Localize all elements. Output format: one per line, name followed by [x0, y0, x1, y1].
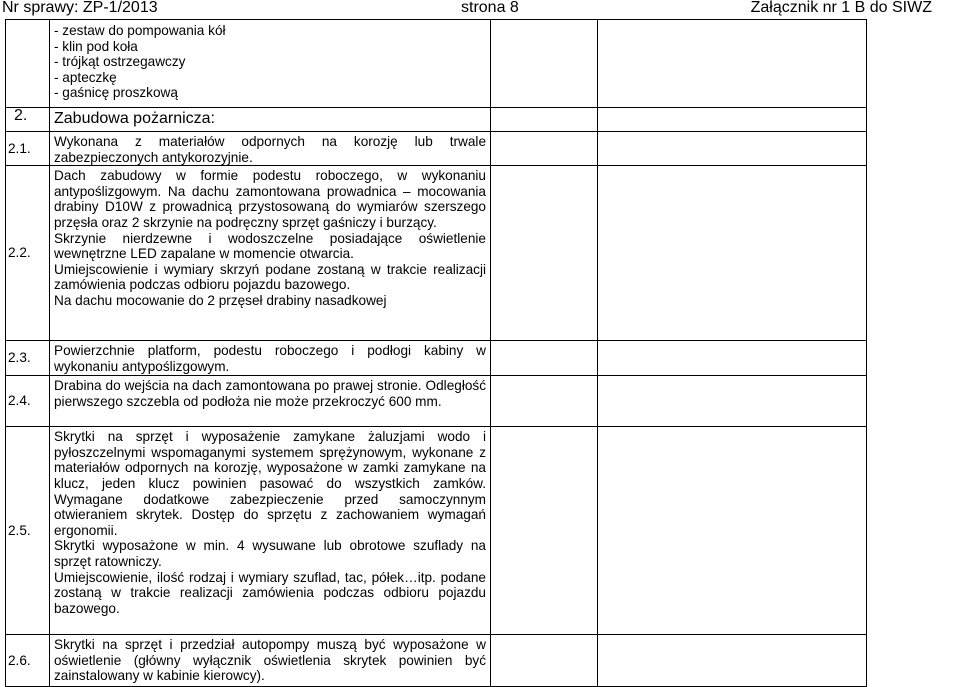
- table-row: [6, 166, 867, 341]
- table-row: [6, 427, 867, 635]
- empty-cell: [598, 635, 867, 687]
- empty-cell: [491, 376, 598, 427]
- empty-cell: [598, 376, 867, 427]
- empty-cell: [491, 427, 598, 635]
- empty-cell: [491, 132, 598, 166]
- row-number: 2.5.: [6, 427, 50, 635]
- empty-cell: [491, 108, 598, 132]
- page-header: [0, 0, 959, 20]
- list-item: - gaśnicę proszkową: [54, 85, 178, 101]
- section-number: 2.: [6, 108, 50, 132]
- list-item: - trójkąt ostrzegawczy: [54, 54, 186, 70]
- row-number: 2.4.: [6, 376, 50, 427]
- empty-cell: [598, 108, 867, 132]
- empty-cell: [598, 132, 867, 166]
- list-item: - apteczkę: [54, 69, 117, 85]
- row-description: Wykonana z materiałów odpornych na korozję lub trwale zabezpieczonych antykorozyjnie.: [50, 132, 491, 166]
- row-description: Drabina do wejścia na dach zamontowana po prawej stronie. Odległość pierwszego szczebla od podłoża nie może przekroczyć 600 mm.: [50, 376, 491, 427]
- row-description: Powierzchnie platform, podestu roboczego i podłogi kabiny w wykonaniu antypoślizgowym.: [50, 341, 491, 376]
- row-number: 2.2.: [6, 166, 50, 341]
- empty-cell: [491, 341, 598, 376]
- row-number: 2.3.: [6, 341, 50, 376]
- annex-label: Załącznik nr 1 B do SIWZ: [750, 0, 932, 16]
- table-row: [6, 635, 867, 687]
- equipment-list-cell: [50, 20, 491, 108]
- table-row: [6, 132, 867, 166]
- row-description: Dach zabudowy w formie podestu roboczego, w wykonaniu antypoślizgowym. Na dachu zamontowana prowadnica – mocowania drabiny D10W z prowadnicą przystosowaną do wymiarów szerszego przęsła oraz 2 skrzynie na podręczny sprzęt gaśniczy i burzący. Skrzynie nierdzewne i wodoszczelne posiadające oświetlenie wewnętrzne LED zapalane w momencie otwarcia. Umiejscowienie i wymiary skrzyń podane zostaną w trakcie realizacji zamówienia podczas odbioru pojazdu bazowego. Na dachu mocowanie do 2 przęseł drabiny nasadkowej: [50, 166, 491, 341]
- empty-cell: [598, 427, 867, 635]
- empty-cell: [598, 20, 867, 108]
- empty-cell: [598, 166, 867, 341]
- empty-cell: [491, 166, 598, 341]
- section-title: Zabudowa pożarnicza:: [50, 108, 491, 132]
- section-row: [6, 108, 867, 132]
- empty-cell: [491, 635, 598, 687]
- table-row: [6, 20, 867, 108]
- case-number: Nr sprawy: ZP-1/2013: [2, 0, 158, 16]
- empty-cell: [491, 20, 598, 108]
- table-row: [6, 341, 867, 376]
- row-number: 2.6.: [6, 635, 50, 687]
- list-item: - zestaw do pompowania kół: [54, 23, 226, 38]
- row-description: Skrytki na sprzęt i wyposażenie zamykane żaluzjami wodo i pyłoszczelnymi wspomaganymi systemem sprężynowym, wykonane z materiałów odpornych na korozję, wyposażone w zamki zamykane na klucz, jeden klucz powinien pasować do wszystkich zamków. Wymagane dodatkowe zabezpieczenie przed samoczynnym otwieraniem skrytek. Dostęp do sprzętu z zachowaniem wymagań ergonomii. Skrytki wyposażone w min. 4 wysuwane lub obrotowe szuflady na sprzęt ratowniczy. Umiejscowienie, ilość rodzaj i wymiary szuflad, tac, półek…itp. podane zostaną w trakcie realizacji zamówienia podczas odbioru pojazdu bazowego.: [50, 427, 491, 635]
- spec-table: [5, 19, 867, 687]
- empty-cell: [598, 341, 867, 376]
- page-number: strona 8: [461, 0, 519, 16]
- row-number: 2.1.: [6, 132, 50, 166]
- row-number-cell: [6, 20, 50, 108]
- list-item: - klin pod koła: [54, 38, 138, 54]
- row-description: Skrytki na sprzęt i przedział autopompy muszą być wyposażone w oświetlenie (główny wyłącznik oświetlenia skrytek powinien być zainstalowany w kabinie kierowcy).: [50, 635, 491, 687]
- table-row: [6, 376, 867, 427]
